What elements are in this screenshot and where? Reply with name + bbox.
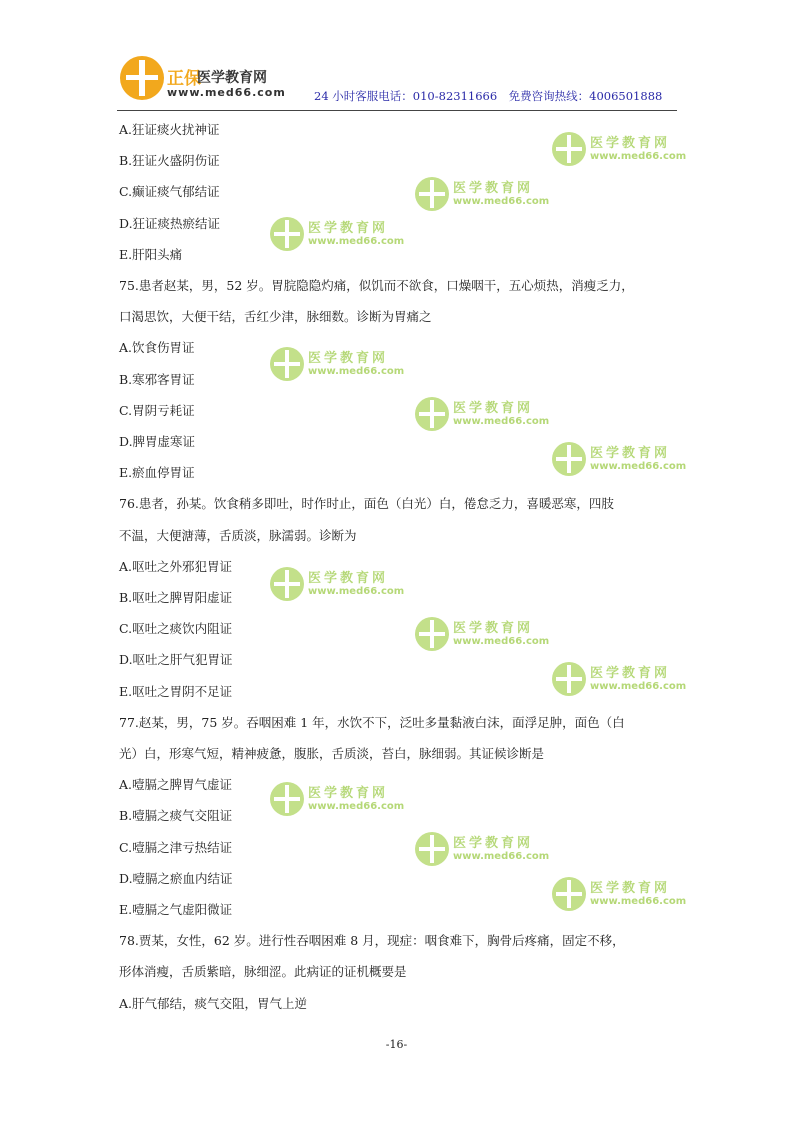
answer-option: D.狂证痰热瘀结证: [119, 215, 221, 231]
watermark-name: 医学教育网: [308, 221, 389, 236]
watermark-name: 医学教育网: [590, 136, 671, 151]
answer-option: E.瘀血停胃证: [119, 465, 195, 481]
answer-option: A.呕吐之外邪犯胃证: [119, 558, 233, 574]
watermark-url: www.med66.com: [590, 681, 687, 692]
watermark-name: 医学教育网: [590, 666, 671, 681]
header-divider: [117, 110, 677, 111]
watermark-url: www.med66.com: [453, 416, 550, 427]
answer-option: D.噎膈之瘀血内结证: [119, 870, 233, 886]
watermark-url: www.med66.com: [453, 196, 550, 207]
question-text: 76.患者，孙某。饮食稍多即吐，时作时止，面色（白光）白，倦怠乏力，喜暖恶寒，四肢: [119, 496, 614, 512]
question-text: 77.赵某，男，75 岁。吞咽困难 1 年，水饮不下，泛吐多量黏液白沫，面浮足肿，面色（白: [119, 714, 625, 730]
question-text-continued: 形体消瘦，舌质紫暗，脉细涩。此病证的证机概要是: [119, 964, 407, 980]
answer-option: E.呕吐之胃阴不足证: [119, 683, 233, 699]
watermark-url: www.med66.com: [590, 896, 687, 907]
watermark-name: 医学教育网: [453, 401, 534, 416]
logo-brand: 正保: [167, 69, 201, 89]
answer-option: B.寒邪客胃证: [119, 371, 195, 387]
hotline-info: 24 小时客服电话：010-82311666 免费咨询热线：4006501888: [314, 89, 663, 103]
med66-logo-icon: [120, 56, 164, 100]
answer-option: B.噎膈之痰气交阻证: [119, 808, 233, 824]
watermark-name: 医学教育网: [453, 181, 534, 196]
watermark-name: 医学教育网: [590, 446, 671, 461]
watermark-url: www.med66.com: [308, 586, 405, 597]
answer-option: A.肝气郁结，痰气交阻，胃气上逆: [119, 995, 308, 1011]
watermark-url: www.med66.com: [590, 461, 687, 472]
watermark-url: www.med66.com: [308, 366, 405, 377]
answer-option: E.噎膈之气虚阳微证: [119, 902, 233, 918]
watermark-name: 医学教育网: [453, 621, 534, 636]
watermark-name: 医学教育网: [308, 351, 389, 366]
watermark-url: www.med66.com: [590, 151, 687, 162]
document-body: [119, 114, 679, 1019]
question-text-continued: 口渴思饮，大便干结，舌红少津，脉细数。诊断为胃痛之: [119, 309, 432, 325]
answer-option: C.噎膈之津亏热结证: [119, 839, 233, 855]
logo-url: www.med66.com: [167, 86, 286, 99]
watermark-name: 医学教育网: [308, 786, 389, 801]
question-text-continued: 光）白，形寒气短，精神疲惫，腹胀，舌质淡，苔白，脉细弱。其证候诊断是: [119, 746, 545, 762]
answer-option: D.脾胃虚寒证: [119, 434, 196, 450]
answer-option: C.胃阴亏耗证: [119, 402, 195, 418]
answer-option: A.狂证痰火扰神证: [119, 122, 220, 137]
page-header: [0, 0, 793, 112]
watermark-name: 医学教育网: [590, 881, 671, 896]
answer-option: C.癫证痰气郁结证: [119, 184, 220, 200]
answer-option: A.饮食伤胃证: [119, 340, 195, 356]
answer-option: B.呕吐之脾胃阳虚证: [119, 590, 233, 606]
watermark-url: www.med66.com: [308, 236, 405, 247]
watermark-name: 医学教育网: [308, 571, 389, 586]
question-text: 75.患者赵某，男，52 岁。胃脘隐隐灼痛，似饥而不欲食，口燥咽干，五心烦热，消瘦乏力，: [119, 278, 634, 294]
logo-name: 医学教育网: [197, 70, 267, 86]
answer-option: E.肝阳头痛: [119, 246, 183, 262]
answer-option: B.狂证火盛阴伤证: [119, 153, 220, 169]
watermark-name: 医学教育网: [453, 836, 534, 851]
question-text-continued: 不温，大便溏薄，舌质淡，脉濡弱。诊断为: [119, 527, 357, 543]
watermark-url: www.med66.com: [453, 636, 550, 647]
watermark-url: www.med66.com: [308, 801, 405, 812]
page-number: -16-: [385, 1038, 408, 1051]
answer-option: A.噎膈之脾胃气虚证: [119, 777, 233, 793]
answer-option: C.呕吐之痰饮内阻证: [119, 621, 233, 637]
watermark-url: www.med66.com: [453, 851, 550, 862]
question-text: 78.贾某，女性，62 岁。进行性吞咽困难 8 月，现症：咽食难下，胸骨后疼痛，固定不移，: [119, 933, 625, 949]
answer-option: D.呕吐之肝气犯胃证: [119, 652, 233, 668]
